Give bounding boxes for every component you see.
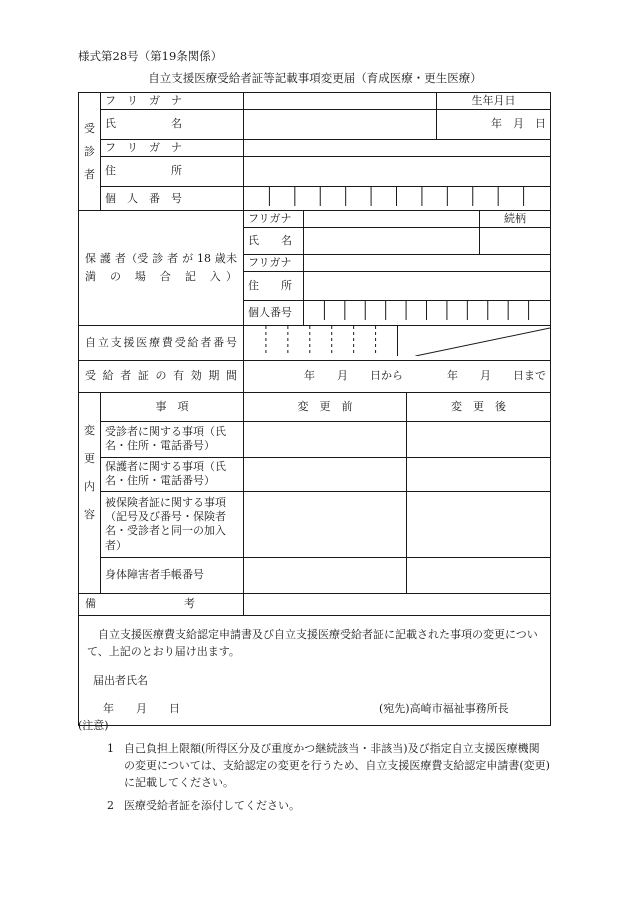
guardian-furigana-field[interactable] (304, 211, 480, 228)
declaration-row (79, 615, 551, 725)
guardian-mynumber-label: 個人番号 (244, 301, 304, 325)
validity-row (79, 360, 551, 392)
birthdate-field[interactable]: 年 月 日 (437, 110, 551, 140)
validity-period-field[interactable]: 年 月 日から 年 月 日まで (244, 360, 551, 392)
note-number: 1 (107, 742, 114, 756)
note-item-2 (78, 797, 550, 814)
patient-furigana2-row (79, 140, 551, 157)
note-text: 自己負担上限額(所得区分及び重度かつ継続該当・非該当)及び指定自立支援医療機関の変更については、支給認定の変更を行うため、自立支援医療費支給認定申請書(変更)に記載してください。 (124, 742, 550, 790)
change-before-handbook[interactable] (244, 557, 407, 593)
birthdate-label: 生年月日 (437, 93, 551, 110)
change-row-insurance (79, 491, 551, 557)
validity-label: 受 給 者 証 の 有 効 期 間 (79, 360, 244, 392)
guardian-address-furigana-field[interactable] (304, 255, 551, 272)
relation-field[interactable] (480, 228, 551, 255)
change-item-patient: 受診者に関する事項（氏名・住所・電話番号） (101, 421, 244, 457)
change-item-handbook: 身体障害者手帳番号 (101, 557, 244, 593)
patient-group-label: 受 診 者 (79, 93, 101, 211)
remarks-row (79, 593, 551, 615)
change-row-handbook (79, 557, 551, 593)
change-row-patient (79, 421, 551, 457)
recipient-number-row (79, 325, 551, 360)
recipient-number-boxes (244, 326, 550, 356)
recipient-number-field[interactable] (244, 325, 551, 360)
guardian-name-field[interactable] (304, 228, 480, 255)
note-number: 2 (107, 799, 114, 813)
patient-address-label: 住 所 (101, 157, 244, 187)
relation-label: 続柄 (480, 211, 551, 228)
header-before: 変 更 前 (244, 392, 407, 421)
note-item-1 (78, 740, 550, 791)
mynumber-boxes (244, 187, 550, 206)
change-before-patient[interactable] (244, 421, 407, 457)
guardian-furigana-row (79, 211, 551, 228)
change-after-insurance[interactable] (407, 491, 551, 557)
change-row-guardian (79, 457, 551, 491)
declaration-block (79, 615, 551, 725)
patient-mynumber-field[interactable] (244, 187, 551, 211)
date-line[interactable]: 年 月 日 (103, 701, 180, 715)
remarks-label: 備 考 (79, 593, 244, 615)
declaration-text: 自立支援医療費支給認定申請書及び自立支援医療受給者証に記載された事項の変更について、上記のとおり届け出ます。 (87, 627, 538, 658)
patient-furigana-label: フ リ ガ ナ (101, 93, 244, 110)
change-before-insurance[interactable] (244, 491, 407, 557)
changes-group-label: 変 更 内 容 (79, 392, 101, 593)
patient-name-row (79, 110, 551, 140)
change-before-guardian[interactable] (244, 457, 407, 491)
changes-header-row (79, 392, 551, 421)
guardian-label: 保 護 者（受 診 者 が 18 歳未満 の 場 合 記 入） (79, 211, 244, 325)
change-item-guardian: 保護者に関する事項（氏名・住所・電話番号） (101, 457, 244, 491)
change-after-handbook[interactable] (407, 557, 551, 593)
patient-address-row (79, 157, 551, 187)
guardian-address-label: 住 所 (244, 272, 304, 301)
notes-section (78, 717, 550, 814)
remarks-field[interactable] (244, 593, 551, 615)
guardian-furigana2-label: フリガナ (244, 255, 304, 272)
guardian-mynumber-field[interactable] (304, 301, 551, 325)
note-text: 医療受給者証を添付してください。 (124, 799, 300, 813)
guardian-name-label: 氏 名 (244, 228, 304, 255)
patient-address-field[interactable] (244, 157, 551, 187)
header-item: 事 項 (101, 392, 244, 421)
change-after-guardian[interactable] (407, 457, 551, 491)
patient-furigana-row (79, 93, 551, 110)
document-title: 自立支援医療受給者証等記載事項変更届（育成医療・更生医療） (148, 71, 482, 85)
form-number: 様式第28号（第19条関係） (78, 49, 223, 63)
patient-furigana2-label: フ リ ガ ナ (101, 140, 244, 157)
patient-name-field[interactable] (244, 110, 437, 140)
change-item-insurance: 被保険者証に関する事項（記号及び番号・保険者名・受診者と同一の加入者） (101, 491, 244, 557)
applicant-name-label: 届出者氏名 (93, 673, 148, 687)
patient-name-label: 氏 名 (101, 110, 244, 140)
change-notification-form (78, 92, 551, 726)
patient-mynumber-label: 個 人 番 号 (101, 187, 244, 211)
guardian-furigana-label: フリガナ (244, 211, 304, 228)
notes-heading: (注意) (78, 719, 109, 732)
recipient-number-label: 自立支援医療費受給者番号 (79, 325, 244, 360)
patient-address-furigana-field[interactable] (244, 140, 551, 157)
patient-furigana-field[interactable] (244, 93, 437, 110)
addressee: (宛先)高崎市福祉事務所長 (379, 701, 509, 715)
guardian-address-field[interactable] (304, 272, 551, 301)
guardian-mynumber-boxes (304, 301, 550, 320)
patient-mynumber-row (79, 187, 551, 211)
header-after: 変 更 後 (407, 392, 551, 421)
change-after-patient[interactable] (407, 421, 551, 457)
